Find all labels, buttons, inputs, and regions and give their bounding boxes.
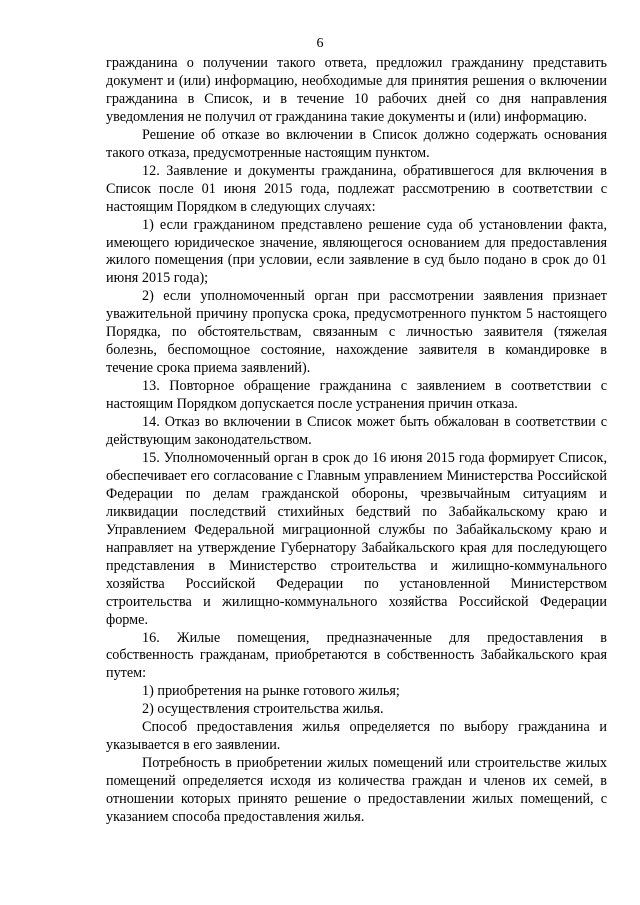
paragraph-item-16-option-2: 2) осуществления строительства жилья. — [142, 701, 384, 718]
paragraph-housing-need: Потребность в приобретении жилых помещений или строительстве жилых помещений определяется исходя из количества граждан и членов их семей, в отношении которых принято решение о предоставлении жилых помещений, с указанием способа предоставления жилья. — [106, 755, 607, 826]
paragraph-item-16: 16. Жилые помещения, предназначенные для предоставления в собственность гражданам, приобретаются в собственность Забайкальского края путем: — [106, 629, 607, 682]
paragraph-item-12: 12. Заявление и документы гражданина, обратившегося для включения в Список после 01 июня 2015 года, подлежат рассмотрению в соответствии с настоящим Порядком в следующих случаях: — [106, 162, 607, 215]
paragraph-continuation: гражданина о получении такого ответа, предложил гражданину представить документ и (или) информацию, необходимые для принятия решения о включении гражданина в Список, и в течение 10 рабочих дней со дня направления уведомления не получил от гражданина такие документы и (или) информацию. — [106, 55, 607, 125]
paragraph-item-13: 13. Повторное обращение гражданина с заявлением в соответствии с настоящим Порядком допускается после устранения причин отказа. — [106, 378, 607, 413]
paragraph-refusal-decision: Решение об отказе во включении в Список должно содержать основания такого отказа, предусмотренные настоящим пунктом. — [106, 126, 607, 161]
paragraph-item-12-case-1: 1) если гражданином представлено решение суда об установлении факта, имеющего юридическое значение, являющегося основанием для предоставления жилого помещения (при условии, если заявление в суд было подано в срок до 01 июня 2015 года); — [106, 216, 607, 287]
document-body — [106, 55, 607, 827]
page-number: 6 — [316, 36, 324, 51]
paragraph-item-14: 14. Отказ во включении в Список может быть обжалован в соответствии с действующим законодательством. — [106, 414, 607, 449]
paragraph-item-15: 15. Уполномоченный орган в срок до 16 июня 2015 года формирует Список, обеспечивает его согласование с Главным управлением Министерства Российской Федерации по делам гражданской обороны, чрезвычайным ситуациям и ликвидации последствий стихийных бедствий по Забайкальскому краю и Управлением Федеральной миграционной службы по Забайкальскому краю и направляет на утверждение Губернатору Забайкальского края для последующего представления в Министерство строительства и жилищно-коммунального хозяйства Российской Федерации по установленной Министерством строительства и жилищно-коммунального хозяйства Российской Федерации форме. — [106, 449, 607, 628]
paragraph-item-12-case-2: 2) если уполномоченный орган при рассмотрении заявления признает уважительной причину пропуска срока, предусмотренного пунктом 5 настоящего Порядка, по обстоятельствам, связанным с личностью заявителя (тяжелая болезнь, беспомощное состояние, нахождение заявителя в командировке в течение срока приема заявлений). — [106, 288, 607, 377]
paragraph-item-16-option-1: 1) приобретения на рынке готового жилья; — [142, 683, 400, 700]
paragraph-housing-method: Способ предоставления жилья определяется по выбору гражданина и указывается в его заявлении. — [106, 719, 607, 754]
